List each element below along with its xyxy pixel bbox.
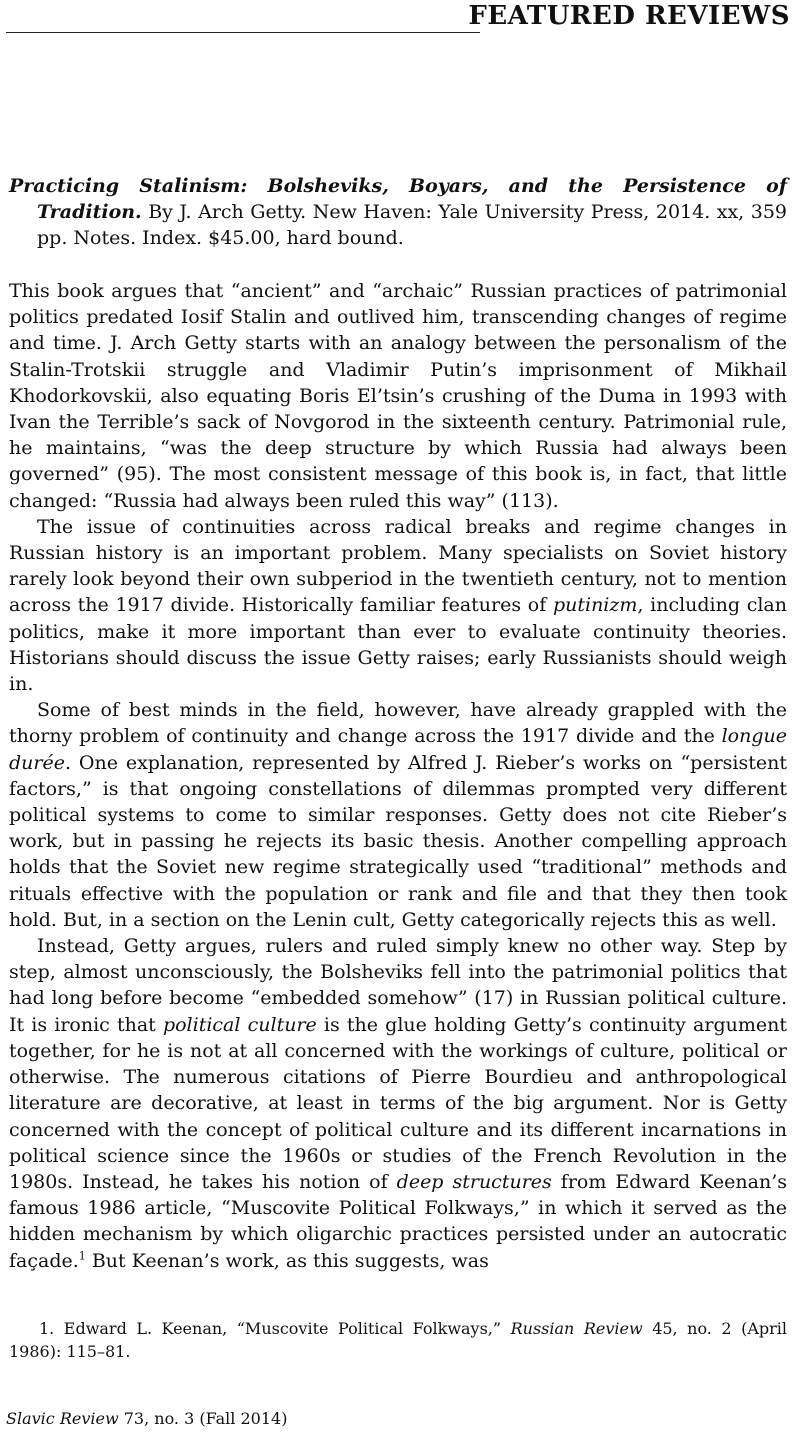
book-citation [9, 173, 787, 251]
paragraph-4-text-d: But Keenan’s work, as this suggests, was [85, 1249, 489, 1272]
header-rule [6, 32, 480, 33]
review-body [9, 278, 787, 1274]
paragraph-3-text-b: . One explanation, represented by Alfred J. Rieber’s works on “persistent factors,” is that ongoing constellations of dilemmas prompted very different political systems to come to similar responses. Getty does not cite Rieber’s work, but in passing he rejects its basic thesis. Another compelling approach holds that the Soviet new regime strategically used “traditional” methods and rituals effective with the population or rank and file and that they then took hold. But, in a section on the Lenin cult, Getty categorically rejects this as well. [9, 751, 787, 931]
footnote-text-b: 45, no. 2 (April 1986): 115–81. [9, 1319, 788, 1361]
section-title: FEATURED REVIEWS [468, 1, 790, 31]
book-details: By J. Arch Getty. New Haven: Yale University Press, 2014. xx, 359 pp. Notes. Index. $45.00, hard bound. [37, 201, 787, 249]
book-title: Practicing Stalinism: Bolsheviks, Boyars, and the Persistence of Tradition. [9, 175, 787, 223]
footnote-ref-1[interactable]: 1 [78, 1249, 86, 1263]
term-longue-duree: longue durée [9, 725, 787, 774]
paragraph-4-text-c: from Edward Keenan’s famous 1986 article, “Muscovite Political Folkways,” in which it served as the hidden mechanism by which oligarchic practices persisted under an autocratic façade. [9, 1170, 788, 1272]
paragraph-2-text-a: The issue of continuities across radical breaks and regime changes in Russian history is an important problem. Many specialists on Soviet history rarely look beyond their own subperiod in the twentieth century, not to mention across the 1917 divide. Historically familiar features of [9, 515, 787, 617]
paragraph-2-text-b: , including clan politics, make it more important than ever to evaluate continuity theories. Historians should discuss the issue Getty raises; early Russianists should weigh in. [9, 594, 787, 696]
footnote-text-a: 1. Edward L. Keenan, “Muscovite Political Folkways,” [39, 1319, 511, 1338]
term-political-culture: political culture [162, 1013, 317, 1036]
footnote-1 [9, 1317, 787, 1363]
paragraph-1: This book argues that “ancient” and “archaic” Russian practices of patrimonial politics predated Iosif Stalin and outlived him, transcending changes of regime and time. J. Arch Getty starts with an analogy between the personalism of the Stalin-Trotskii struggle and Vladimir Putin’s imprisonment of Mikhail Khodorkovskii, also equating Boris El’tsin’s crushing of the Duma in 1993 with Ivan the Terrible’s sack of Novgorod in the sixteenth century. Patrimonial rule, he maintains, “was the deep structure by which Russia had always been governed” (95). The most consistent message of this book is, in fact, that little changed: “Russia had always been ruled this way” (113). [9, 280, 787, 512]
paragraph-4-text-b: is the glue holding Getty’s continuity argument together, for he is not at all concerned with the workings of culture, political or otherwise. The numerous citations of Pierre Bourdieu and anthropological literature are decorative, at least in terms of the big argument. Nor is Getty concerned with the concept of political culture and its different incarnations in political science since the 1960s or studies of the French Revolution in the 1980s. Instead, he takes his notion of [9, 1013, 787, 1193]
paragraph-3 [9, 697, 787, 933]
footnote-journal: Russian Review [510, 1319, 643, 1338]
paragraph-4 [9, 933, 787, 1274]
paragraph-4-text-a: Instead, Getty argues, rulers and ruled simply knew no other way. Step by step, almost unconsciously, the Bolsheviks fell into the patrimonial politics that had long before become “embedded somehow” (17) in Russian political culture. It is ironic that [9, 935, 787, 1036]
term-putinizm: putinizm [552, 594, 638, 617]
paragraph-3-text-a: Some of best minds in the field, however, have already grappled with the thorny problem of continuity and change across the 1917 divide and the [9, 699, 787, 748]
paragraph-2 [9, 514, 787, 697]
journal-issue: 73, no. 3 (Fall 2014) [118, 1409, 288, 1428]
term-deep-structures: deep structures [396, 1170, 552, 1193]
journal-info [6, 1408, 287, 1430]
journal-name: Slavic Review [6, 1409, 119, 1428]
